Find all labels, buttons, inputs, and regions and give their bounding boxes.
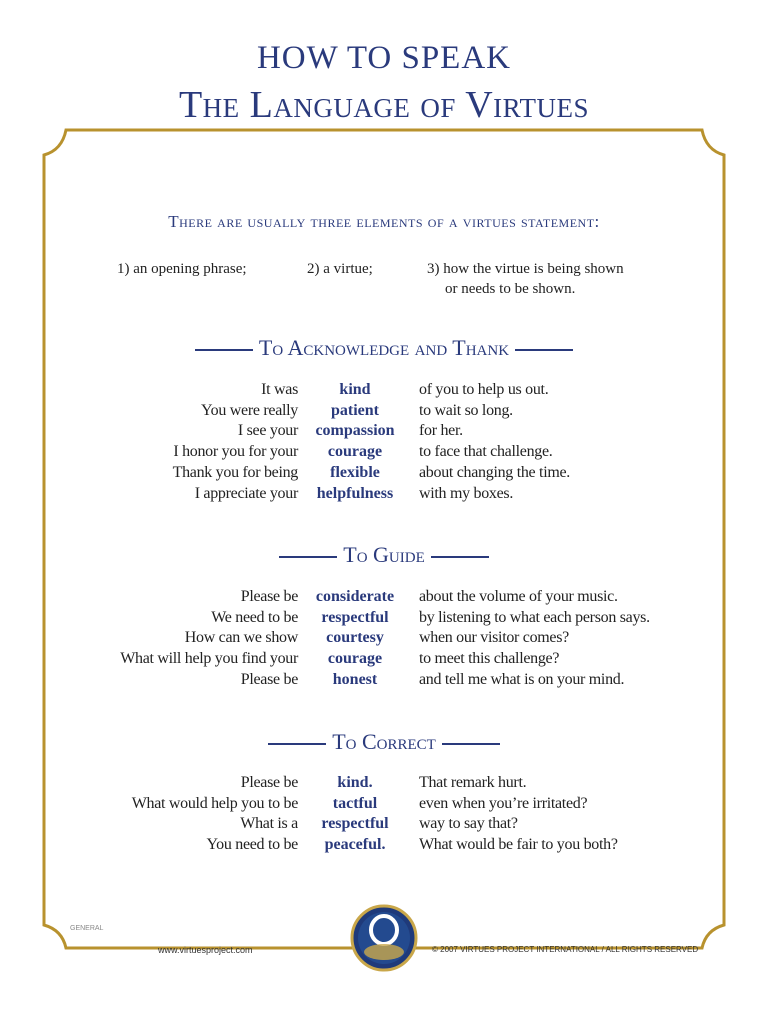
opening-phrase: You were really [201, 401, 298, 419]
virtue-word: respectful [321, 608, 389, 626]
heading-guide [0, 542, 768, 568]
statement-ending: of you to help us out. [419, 381, 549, 398]
heading-rule [195, 349, 253, 351]
statement-row [0, 836, 768, 857]
virtue-word: courage [327, 443, 383, 461]
opening-phrase: What will help you find your [120, 650, 298, 668]
virtue-word: honest [332, 670, 378, 688]
statement-row [0, 381, 768, 402]
statement-ending: with my boxes. [419, 484, 514, 502]
statement-row [0, 464, 768, 485]
heading-rule [515, 349, 573, 351]
heading-rule [442, 743, 500, 745]
opening-phrase: It was [261, 381, 298, 398]
statement-row [0, 609, 768, 630]
statement-ending: That remark hurt. [419, 774, 527, 791]
virtue-word: helpfulness [316, 484, 394, 502]
virtue-word: considerate [315, 588, 395, 605]
opening-phrase: We need to be [211, 608, 298, 626]
statement-ending: to meet this challenge? [419, 650, 560, 668]
heading-rule [431, 556, 489, 558]
virtue-word: peaceful. [324, 836, 386, 854]
opening-phrase: I see your [237, 422, 298, 440]
statement-row [0, 795, 768, 816]
statement-ending: about the volume of your music. [419, 588, 618, 605]
heading-acknowledge-label: To Acknowledge and Thank [258, 335, 510, 360]
opening-phrase: What is a [240, 815, 298, 833]
virtue-word: kind. [337, 774, 373, 791]
opening-phrase: What would help you to be [131, 794, 298, 812]
statement-row [0, 671, 768, 692]
statement-ending: to wait so long. [419, 401, 513, 419]
statement-ending: for her. [419, 422, 463, 440]
virtue-word: kind [339, 381, 371, 398]
virtue-word: flexible [330, 463, 380, 481]
virtue-word: patient [331, 401, 379, 419]
statement-row [0, 774, 768, 795]
virtue-word: compassion [315, 422, 395, 440]
heading-rule [268, 743, 326, 745]
intro-text: There are usually three elements of a virtues statement: [168, 212, 600, 231]
opening-phrase: You need to be [206, 836, 298, 854]
virtue-word: tactful [332, 794, 378, 812]
opening-phrase: How can we show [184, 629, 298, 647]
virtue-word: courage [327, 650, 383, 668]
statement-row [0, 650, 768, 671]
statement-ending: way to say that? [419, 815, 518, 833]
page-title [0, 36, 768, 130]
statement-row [0, 402, 768, 423]
virtue-word: respectful [321, 815, 389, 833]
statement-row [0, 443, 768, 464]
opening-phrase: Please be [240, 774, 298, 791]
statement-row [0, 588, 768, 609]
opening-phrase: Thank you for being [172, 463, 298, 481]
footer-copyright: © 2007 VIRTUES PROJECT INTERNATIONAL / ALL RIGHTS RESERVED [432, 945, 699, 954]
opening-phrase: I appreciate your [194, 484, 298, 502]
heading-rule [279, 556, 337, 558]
statement-row [0, 422, 768, 443]
statement-row [0, 815, 768, 836]
statement-ending: by listening to what each person says. [419, 608, 650, 626]
element-3-line-1: 3) how the virtue is being shown [427, 261, 624, 277]
opening-phrase: Please be [240, 670, 298, 688]
virtues-logo [352, 906, 416, 970]
element-1: 1) an opening phrase; [117, 261, 247, 277]
heading-correct [0, 729, 768, 755]
element-2: 2) a virtue; [307, 261, 373, 277]
element-3-line-2: or needs to be shown. [445, 281, 576, 297]
statement-ending: to face that challenge. [419, 443, 553, 461]
title-line-1: HOW TO SPEAK [256, 40, 512, 76]
document-code: GENERAL [70, 925, 104, 932]
heading-correct-label: To Correct [332, 729, 436, 754]
heading-acknowledge [0, 335, 768, 361]
title-line-2: The Language of Virtues [178, 84, 590, 126]
heading-guide-label: To Guide [343, 542, 425, 567]
footer-url[interactable]: www.virtuesproject.com [158, 945, 253, 955]
opening-phrase: I honor you for your [173, 443, 298, 461]
statement-ending: even when you’re irritated? [419, 794, 588, 812]
statement-ending: What would be fair to you both? [419, 836, 618, 854]
statement-ending: and tell me what is on your mind. [419, 670, 625, 688]
statement-ending: when our visitor comes? [419, 629, 569, 647]
statement-ending: about changing the time. [419, 463, 570, 481]
statement-row [0, 485, 768, 506]
opening-phrase: Please be [240, 588, 298, 605]
virtue-word: courtesy [326, 629, 384, 647]
statement-row [0, 629, 768, 650]
